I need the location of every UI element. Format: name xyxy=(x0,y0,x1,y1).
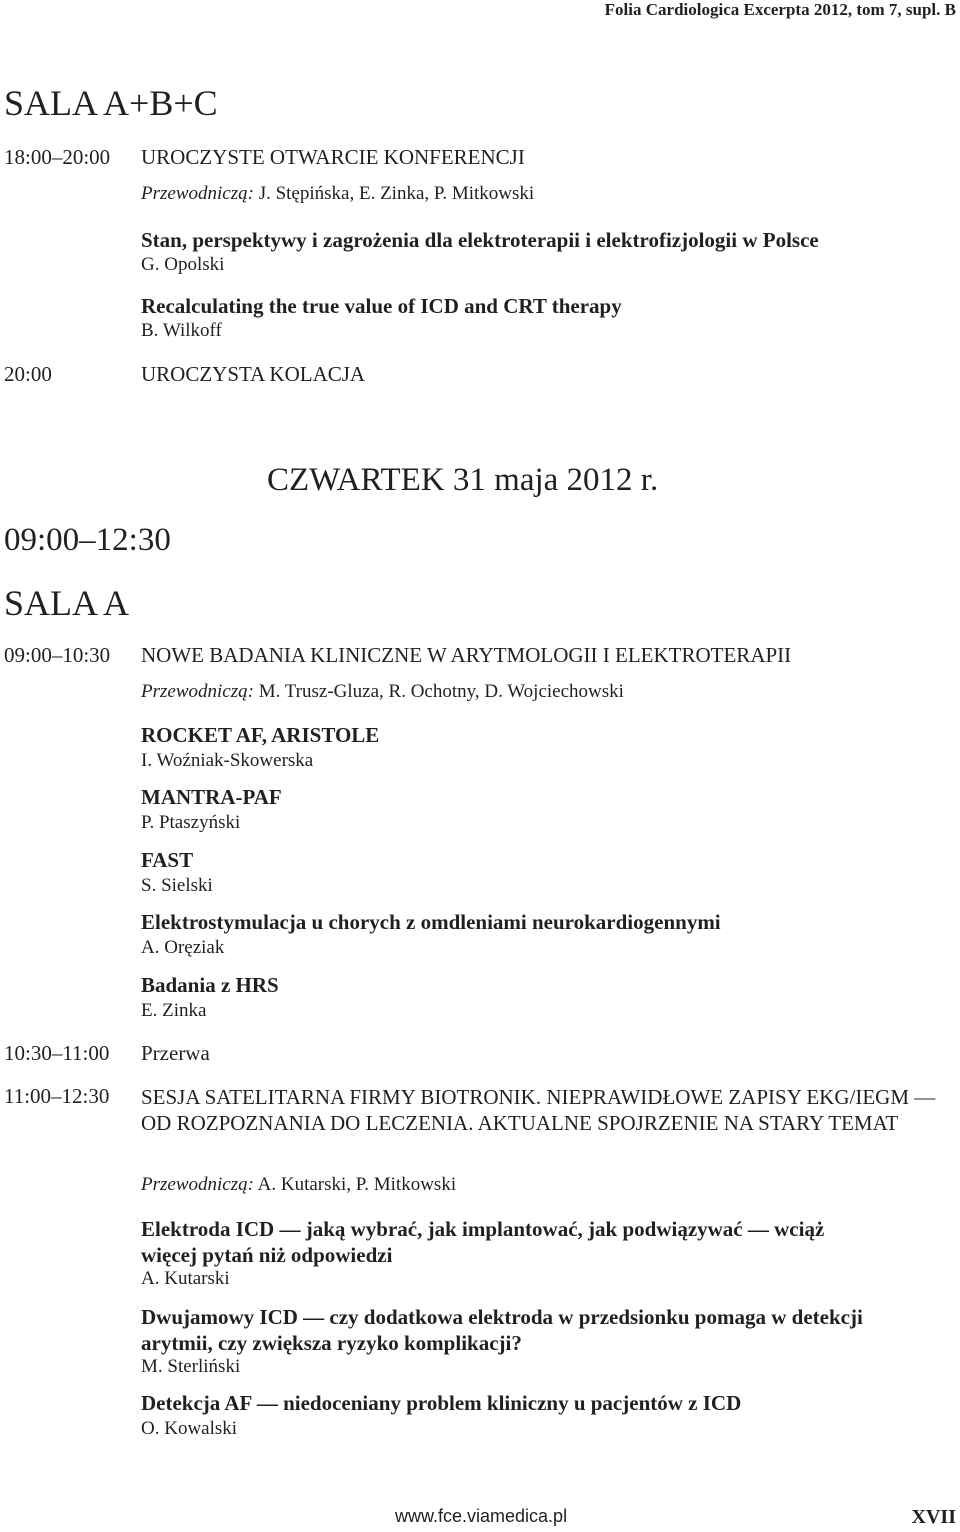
session-time: 11:00–12:30 xyxy=(4,1084,110,1108)
talk-title: Recalculating the true value of ICD and CRT therapy xyxy=(141,294,622,318)
talk-title: Detekcja AF — niedoceniany problem kliniczny u pacjentów z ICD xyxy=(141,1391,742,1415)
journal-header: Folia Cardiologica Excerpta 2012, tom 7, supl. B xyxy=(604,0,956,19)
chairs-names: A. Kutarski, P. Mitkowski xyxy=(257,1174,457,1195)
talk-title: Elektroda ICD — jaką wybrać, jak implantować, jak podwiązywać — wciąż więcej pytań niż odpowiedzi xyxy=(141,1217,825,1267)
talk-title: Stan, perspektywy i zagrożenia dla elektroterapii i elektrofizjologii w Polsce xyxy=(141,228,819,252)
chairs-names: M. Trusz-Gluza, R. Ochotny, D. Wojciechowski xyxy=(258,681,624,702)
talk-author: E. Zinka xyxy=(141,1000,207,1021)
talk-author: B. Wilkoff xyxy=(141,320,222,341)
talk-author: I. Woźniak-Skowerska xyxy=(141,750,314,771)
chairs-names: J. Stępińska, E. Zinka, P. Mitkowski xyxy=(258,183,535,204)
session-title: UROCZYSTA KOLACJA xyxy=(141,362,366,386)
chairs-label: Przewodniczą: xyxy=(141,1174,254,1195)
session-title: SESJA SATELITARNA FIRMY BIOTRONIK. NIEPRAWIDŁOWE ZAPISY EKG/IEGM — OD ROZPOZNANIA DO LECZENIA. AKTUALNE SPOJRZENIE NA STARY TEMAT xyxy=(141,1085,936,1135)
talk-author: G. Opolski xyxy=(141,254,225,275)
chairs-label: Przewodniczą: xyxy=(141,681,254,702)
session-chairs xyxy=(141,183,534,205)
talk-author: P. Ptaszyński xyxy=(141,812,241,833)
session-title: NOWE BADANIA KLINICZNE W ARYTMOLOGII I ELEKTROTERAPII xyxy=(141,643,792,667)
session-time: 18:00–20:00 xyxy=(4,145,111,169)
break-label: Przerwa xyxy=(141,1041,210,1065)
session-chairs xyxy=(141,681,624,703)
day-title: CZWARTEK 31 maja 2012 r. xyxy=(267,462,659,498)
talk-title: ROCKET AF, ARISTOLE xyxy=(141,723,380,747)
chairs-label: Przewodniczą: xyxy=(141,183,254,204)
talk-author: A. Kutarski xyxy=(141,1268,230,1289)
session-time: 09:00–10:30 xyxy=(4,643,111,667)
talk-title: FAST xyxy=(141,848,194,872)
break-time: 10:30–11:00 xyxy=(4,1041,110,1065)
talk-title: Dwujamowy ICD — czy dodatkowa elektroda w przedsionku pomaga w detekcji arytmii, czy zwiększa ryzyko komplikacji? xyxy=(141,1305,863,1355)
room-title: SALA A xyxy=(4,583,130,623)
room-title: SALA A+B+C xyxy=(4,83,218,123)
talk-title: MANTRA-PAF xyxy=(141,785,282,809)
talk-author: A. Oręziak xyxy=(141,937,225,958)
talk-author: M. Sterliński xyxy=(141,1356,241,1377)
page-number: XVII xyxy=(911,1506,956,1528)
talk-title: Badania z HRS xyxy=(141,973,279,997)
session-title: UROCZYSTE OTWARCIE KONFERENCJI xyxy=(141,145,525,169)
talk-author: O. Kowalski xyxy=(141,1418,238,1439)
talk-author: S. Sielski xyxy=(141,875,213,896)
website-link[interactable]: www.fce.viamedica.pl xyxy=(395,1506,568,1526)
talk-title: Elektrostymulacja u chorych z omdleniami neurokardiogennymi xyxy=(141,910,721,934)
session-time: 20:00 xyxy=(4,362,52,386)
day-time-range: 09:00–12:30 xyxy=(4,522,171,558)
session-chairs xyxy=(141,1174,456,1196)
